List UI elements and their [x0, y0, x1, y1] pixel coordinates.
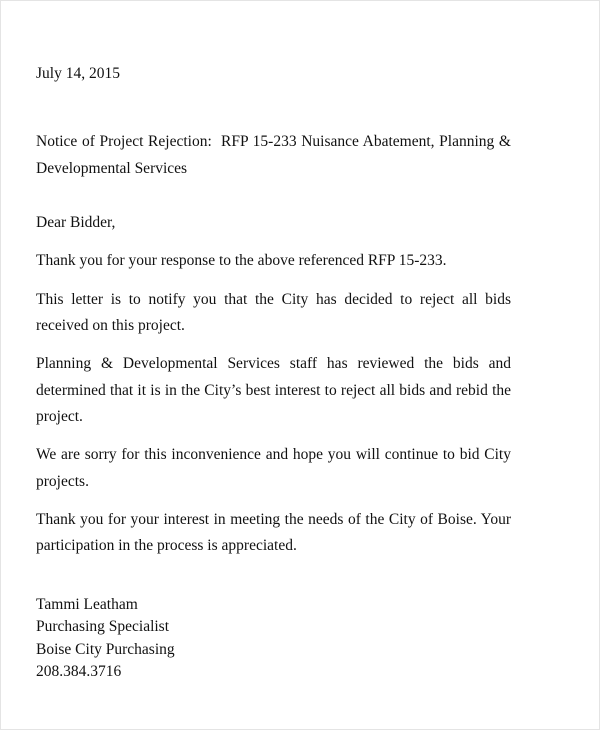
letter-paragraph: We are sorry for this inconvenience and hope you will continue to bid City projects. — [36, 446, 511, 490]
letter-page — [1, 1, 599, 724]
signature-phone: 208.384.3716 — [36, 663, 122, 681]
signature-organization: Boise City Purchasing — [36, 640, 175, 658]
letter-date: July 14, 2015 — [36, 65, 120, 82]
letter-salutation: Dear Bidder, — [36, 214, 116, 232]
letter-paragraph: Thank you for your interest in meeting the needs of the City of Boise. Your participation in the process is appreciated. — [36, 511, 511, 555]
signature-block — [36, 594, 511, 684]
letter-paragraph: Thank you for your response to the above referenced RFP 15-233. — [36, 252, 447, 270]
signature-name: Tammi Leatham — [36, 595, 138, 613]
letter-subject: Notice of Project Rejection: RFP 15-233 Nuisance Abatement, Planning & Developmental Services — [36, 133, 515, 177]
letter-paragraph: This letter is to notify you that the City has decided to reject all bids received on this project. — [36, 290, 511, 335]
letter-paragraph: Planning & Developmental Services staff has reviewed the bids and determined that it is in the City’s best interest to reject all bids and rebid the project. — [36, 355, 511, 426]
signature-title: Purchasing Specialist — [36, 618, 170, 636]
